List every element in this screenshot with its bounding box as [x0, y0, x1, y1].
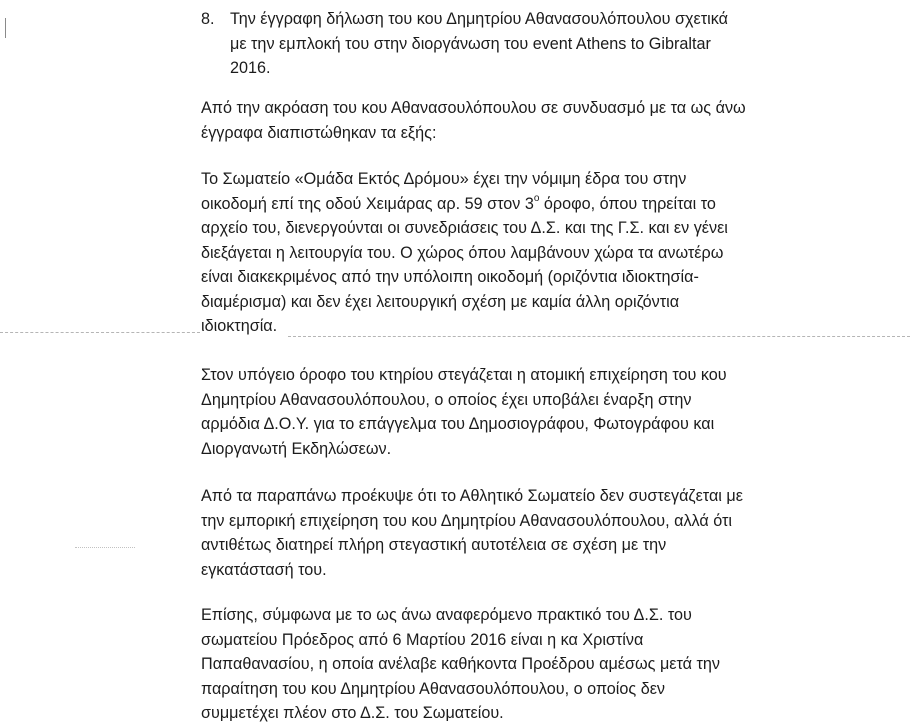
paragraph-line: Στον υπόγειο όροφο του κτηρίου στεγάζεται η ατομική επιχείρηση του κου [201, 366, 727, 384]
paragraph-line: εγκατάστασή του. [201, 560, 327, 579]
paragraph-line: Επίσης, σύμφωνα με το ως άνω αναφερόμενο πρακτικό του Δ.Σ. του [201, 606, 692, 624]
paragraph-line: Δημητρίου Αθανασουλόπουλου, ο οποίος έχει υποβάλει έναρξη στην [201, 390, 692, 409]
scan-artifact-dots [75, 547, 135, 548]
paragraph-line: διαμέρισμα) και δεν έχει λειτουργική σχέση με καμία άλλη οριζόντια [201, 292, 680, 311]
paragraph-hearing [201, 96, 784, 145]
paragraph-line: ιδιοκτησία. [201, 317, 278, 335]
paragraph-line: είναι διακεκριμένος από την υπόλοιπη οικοδομή (οριζόντια ιδιοκτησία- [201, 268, 699, 286]
paragraph-conclusion [201, 484, 784, 582]
ordinal-superscript: ο [533, 193, 540, 205]
paragraph-line: Διοργανωτή Εκδηλώσεων. [201, 439, 392, 458]
paragraph-president [201, 603, 784, 726]
paragraph-club-seat [201, 167, 784, 339]
paragraph-line: Το Σωματείο «Ομάδα Εκτός Δρόμου» έχει την νόμιμη έδρα του στην [201, 170, 687, 188]
paragraph-line: αντιθέτως διατηρεί πλήρη στεγαστική αυτοτέλεια σε σχέση με την [201, 536, 667, 554]
paragraph-line: διεξάγεται η λειτουργία του. Ο χώρος όπου λαμβάνουν χώρα τα ανωτέρω [201, 243, 724, 262]
paragraph-line: την εμπορική επιχείρηση του κου Δημητρίου Αθανασουλόπουλου, αλλά ότι [201, 511, 733, 530]
list-item-line-3: 2016. [230, 59, 271, 77]
paragraph-line: αρμόδια Δ.Ο.Υ. για το επάγγελμα του Δημοσιογράφου, Φωτογράφου και [201, 415, 715, 433]
paragraph-basement [201, 363, 784, 461]
paragraph-line: έγγραφα διαπιστώθηκαν τα εξής: [201, 123, 437, 142]
list-item-number: 8. [201, 10, 215, 28]
paragraph-line: οικοδομή επί της οδού Χειμάρας αρ. 59 στον $3^o$ όροφο, όπου τηρείται το [201, 193, 716, 213]
paragraph-line: σωματείου Πρόεδρος από 6 Μαρτίου 2016 είναι η κα Χριστίνα [201, 630, 644, 649]
list-item-8 [201, 7, 784, 81]
scan-fold-line-left [0, 332, 200, 333]
paragraph-line: Παπαθανασίου, η οποία ανέλαβε καθήκοντα Προέδρου αμέσως μετά την [201, 655, 721, 673]
paragraph-line: συμμετέχει πλέον στο Δ.Σ. του Σωματείου. [201, 704, 504, 722]
list-item-line-1: Την έγγραφη δήλωση του κου Δημητρίου Αθανασουλόπουλου σχετικά [230, 10, 728, 28]
scan-margin-mark [5, 18, 6, 38]
paragraph-line: Από τα παραπάνω προέκυψε ότι το Αθλητικό Σωματείο δεν συστεγάζεται με [201, 487, 743, 505]
paragraph-line: παραίτηση του κου Δημητρίου Αθανασουλόπουλου, ο οποίος δεν [201, 679, 666, 698]
list-item-line-2: με την εμπλοκή του στην διοργάνωση του event Athens to Gibraltar [230, 34, 711, 53]
list-item-text [230, 7, 784, 81]
paragraph-line: Από την ακρόαση του κου Αθανασουλόπουλου σε συνδυασμό με τα ως άνω [201, 99, 746, 117]
paragraph-line: αρχείο του, διενεργούνται οι συνεδριάσεις του Δ.Σ. και της Γ.Σ. και εν γένει [201, 219, 728, 237]
